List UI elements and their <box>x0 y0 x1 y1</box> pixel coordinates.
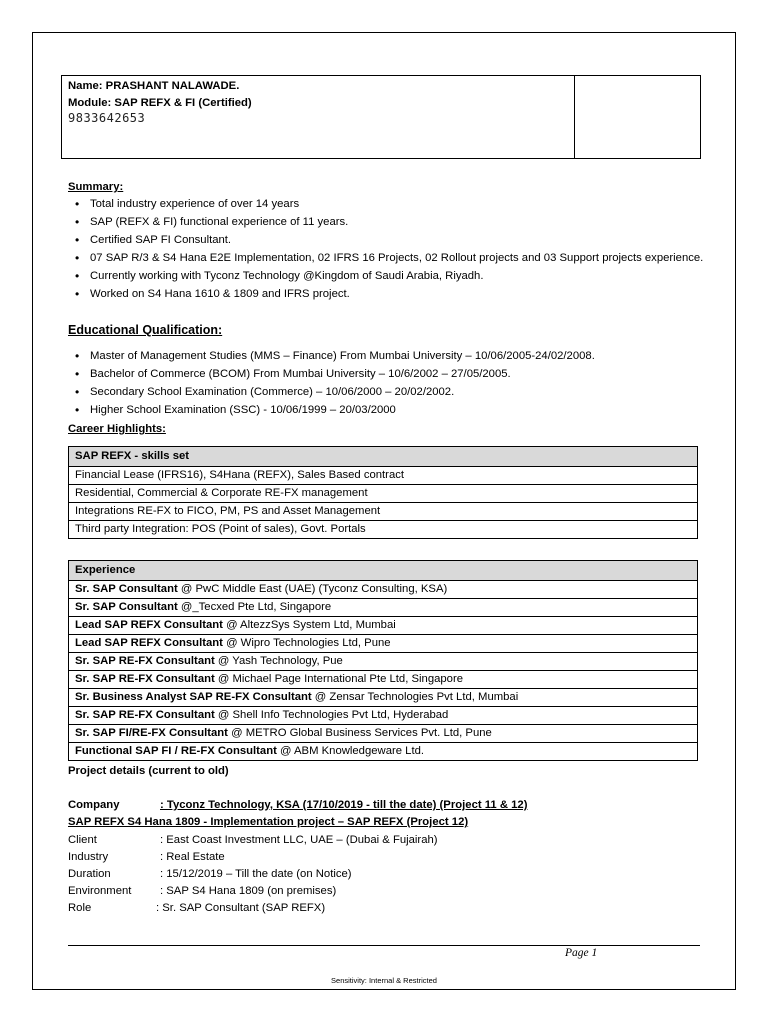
table-row <box>69 689 698 707</box>
company-line <box>68 796 527 814</box>
table-row <box>69 617 698 635</box>
list-item: • Secondary School Examination (Commerce) – 10/06/2000 – 20/02/2002. <box>68 383 708 401</box>
table-row <box>69 635 698 653</box>
table-row <box>69 581 698 599</box>
summary-heading: Summary: <box>68 181 124 193</box>
header-divider <box>574 75 575 159</box>
experience-table-header: Experience <box>69 561 698 581</box>
exp-role: Sr. SAP Consultant <box>75 583 178 595</box>
list-item: • 07 SAP R/3 & S4 Hana E2E Implementation, 02 IFRS 16 Projects, 02 Rollout projects and 03 Support projects experience. <box>68 249 708 267</box>
exp-company: @ Yash Technology, Pue <box>214 655 343 667</box>
exp-company: @ PwC Middle East (UAE) (Tyconz Consulting, KSA) <box>177 583 448 595</box>
exp-role: Functional SAP FI / RE-FX Consultant <box>75 745 277 757</box>
table-row: Financial Lease (IFRS16), S4Hana (REFX), Sales Based contract <box>69 467 698 485</box>
company-value: : Tyconz Technology, KSA (17/10/2019 - till the date) (Project 11 & 12) <box>160 799 528 811</box>
detail-value: : 15/12/2019 – Till the date (on Notice) <box>160 868 352 880</box>
skills-table-header: SAP REFX - skills set <box>69 447 698 467</box>
exp-company: @ Wipro Technologies Ltd, Pune <box>222 637 391 649</box>
exp-role: Sr. SAP RE-FX Consultant <box>75 709 215 721</box>
list-item: • Bachelor of Commerce (BCOM) From Mumbai University – 10/6/2002 – 27/05/2005. <box>68 365 708 383</box>
exp-company: @ AltezzSys System Ltd, Mumbai <box>222 619 396 631</box>
table-row <box>69 653 698 671</box>
list-item: • Master of Management Studies (MMS – Finance) From Mumbai University – 10/06/2005-24/02/2008. <box>68 347 708 365</box>
exp-role: Lead SAP REFX Consultant <box>75 637 223 649</box>
detail-row <box>68 883 438 900</box>
list-item: • Higher School Examination (SSC) - 10/06/1999 – 20/03/2000 <box>68 401 708 419</box>
exp-company: @ Shell Info Technologies Pvt Ltd, Hyderabad <box>214 709 449 721</box>
project-title: SAP REFX S4 Hana 1809 - Implementation project – SAP REFX (Project 12) <box>68 816 469 828</box>
module-line: Module: SAP REFX & FI (Certified) <box>68 97 252 109</box>
skills-table <box>68 446 698 539</box>
detail-label: Industry <box>68 851 109 863</box>
exp-role: Sr. SAP FI/RE-FX Consultant <box>75 727 228 739</box>
page-number: Page 1 <box>565 947 598 959</box>
exp-company: @ ABM Knowledgeware Ltd. <box>276 745 424 757</box>
detail-row <box>68 832 438 849</box>
exp-role: Sr. Business Analyst SAP RE-FX Consultant <box>75 691 312 703</box>
detail-value: : Real Estate <box>160 851 225 863</box>
table-row: Third party Integration: POS (Point of sales), Govt. Portals <box>69 521 698 539</box>
exp-role: Sr. SAP RE-FX Consultant <box>75 673 215 685</box>
company-label: Company <box>68 799 120 811</box>
education-list <box>68 347 708 419</box>
exp-company: @ Zensar Technologies Pvt Ltd, Mumbai <box>311 691 519 703</box>
detail-label: Duration <box>68 868 111 880</box>
career-heading: Career Highlights: <box>68 423 166 435</box>
exp-role: Sr. SAP RE-FX Consultant <box>75 655 215 667</box>
exp-company: @ Michael Page International Pte Ltd, Singapore <box>214 673 463 685</box>
detail-label: Client <box>68 834 97 846</box>
education-heading: Educational Qualification: <box>68 323 223 337</box>
table-row <box>69 743 698 761</box>
detail-label: Environment <box>68 885 132 897</box>
detail-row <box>68 866 438 883</box>
detail-row <box>68 849 438 866</box>
detail-value: : Sr. SAP Consultant (SAP REFX) <box>156 902 326 914</box>
detail-value: : East Coast Investment LLC, UAE – (Dubai & Fujairah) <box>160 834 438 846</box>
table-row: Integrations RE-FX to FICO, PM, PS and Asset Management <box>69 503 698 521</box>
experience-table <box>68 560 698 761</box>
table-row <box>69 599 698 617</box>
phone-number: 9833642653 <box>68 111 146 125</box>
summary-list <box>68 195 708 303</box>
list-item: • Currently working with Tyconz Technology @Kingdom of Saudi Arabia, Riyadh. <box>68 267 708 285</box>
table-row <box>69 725 698 743</box>
list-item: • Worked on S4 Hana 1610 & 1809 and IFRS project. <box>68 285 708 303</box>
detail-row <box>68 900 438 917</box>
candidate-name: Name: PRASHANT NALAWADE. <box>68 80 240 92</box>
project-heading: Project details (current to old) <box>68 765 229 777</box>
detail-label: Role <box>68 902 92 914</box>
exp-role: Lead SAP REFX Consultant <box>75 619 223 631</box>
table-row: Residential, Commercial & Corporate RE-FX management <box>69 485 698 503</box>
sensitivity-label: Sensitivity: Internal & Restricted <box>331 976 437 985</box>
exp-company: @_Tecxed Pte Ltd, Singapore <box>177 601 332 613</box>
exp-role: Sr. SAP Consultant <box>75 601 178 613</box>
table-row <box>69 707 698 725</box>
project-details <box>68 832 438 917</box>
list-item: • SAP (REFX & FI) functional experience of 11 years. <box>68 213 708 231</box>
exp-company: @ METRO Global Business Services Pvt. Ltd, Pune <box>227 727 492 739</box>
list-item: • Certified SAP FI Consultant. <box>68 231 708 249</box>
detail-value: : SAP S4 Hana 1809 (on premises) <box>160 885 337 897</box>
table-row <box>69 671 698 689</box>
list-item: • Total industry experience of over 14 years <box>68 195 708 213</box>
footer-rule <box>68 945 700 946</box>
